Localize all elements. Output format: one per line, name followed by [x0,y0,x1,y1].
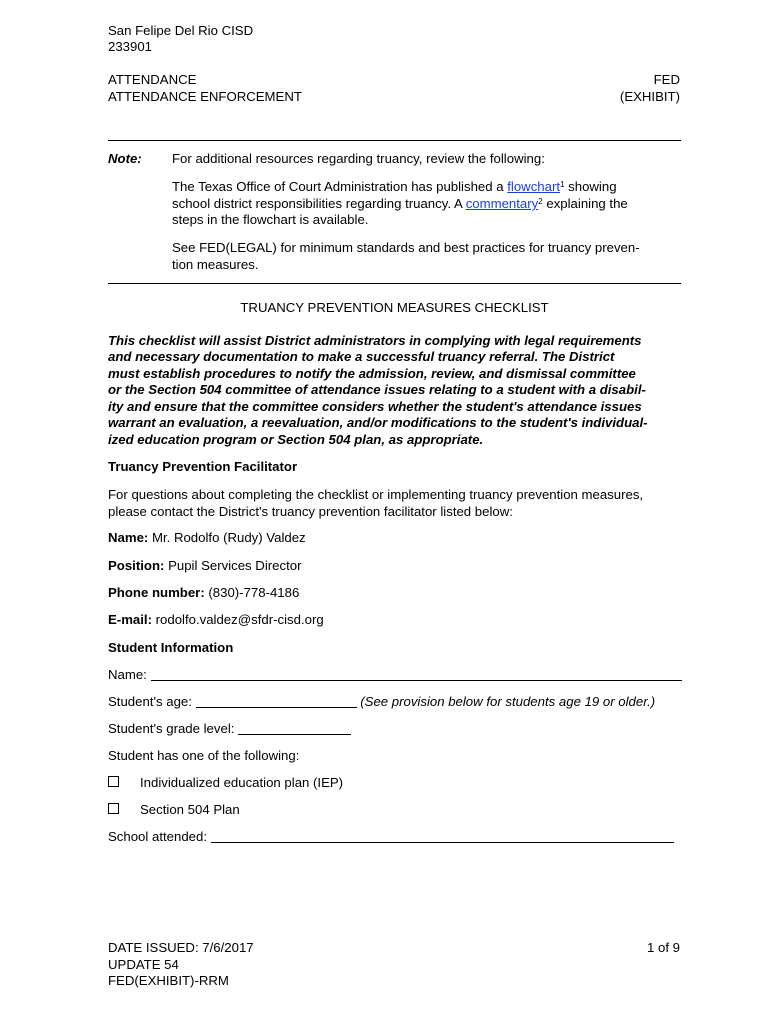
district-code: 233901 [108,39,153,54]
student-info-heading: Student Information [108,640,234,655]
note-paragraph-1-line-2: school district responsibilities regarding truancy. A commentary$^2$ explaining the [172,196,628,211]
commentary-link[interactable]: commentary [465,196,539,211]
date-issued: DATE ISSUED: 7/6/2017 [108,940,254,955]
age-provision-note: (See provision below for students age 19 or older.) [360,694,656,709]
option-iep-label: Individualized education plan (IEP) [140,775,344,790]
section-title: ATTENDANCE [108,72,197,87]
checklist-title: TRUANCY PREVENTION MEASURES CHECKLIST [240,300,549,315]
school-attended-field[interactable] [211,830,674,843]
footnote-1: 1 [560,180,565,189]
option-504-row [108,802,119,819]
note-divider [108,283,681,284]
subsection-title: ATTENDANCE ENFORCEMENT [108,89,302,104]
student-name-field[interactable] [151,668,682,681]
policy-code: FED [653,72,680,87]
student-name-row: Name: [108,667,682,684]
facilitator-desc-line-2: please contact the District's truancy prevention facilitator listed below: [108,504,513,519]
header-divider [108,140,681,141]
update-number: UPDATE 54 [108,957,179,972]
note-intro: For additional resources regarding truancy, review the following: [172,151,545,166]
iep-checkbox[interactable] [108,776,119,787]
facilitator-heading: Truancy Prevention Facilitator [108,459,298,474]
footnote-2: 2 [538,197,543,206]
student-age-field[interactable] [196,695,357,708]
option-iep-row [108,775,119,792]
option-504-label: Section 504 Plan [140,802,240,817]
document-id: FED(EXHIBIT)-RRM [108,973,229,988]
instructions-line: This checklist will assist District administrators in complying with legal requirements [108,333,642,348]
facilitator-position: Position: Pupil Services Director [108,558,302,573]
instructions-line: ity and ensure that the committee considers whether the student's attendance issues [108,399,642,414]
instructions-line: must establish procedures to notify the admission, review, and dismissal committee [108,366,636,381]
note-paragraph-2-line-2: tion measures. [172,257,259,272]
facilitator-name: Name: Mr. Rodolfo (Rudy) Valdez [108,530,306,545]
facilitator-desc-line-1: For questions about completing the checklist or implementing truancy prevention measures, [108,487,644,502]
student-grade-field[interactable] [238,722,351,735]
student-plan-label: Student has one of the following: [108,748,300,763]
student-age-row: Student's age: (See provision below for students age 19 or older.) [108,694,656,709]
district-name: San Felipe Del Rio CISD [108,23,254,38]
policy-type: (EXHIBIT) [619,89,680,104]
note-paragraph-1-line-1: The Texas Office of Court Administration has published a flowchart$^1$ showing [172,179,617,194]
note-label: Note: [108,151,142,166]
instructions-line: ized education program or Section 504 plan, as appropriate. [108,432,484,447]
facilitator-phone: Phone number: (830)-778-4186 [108,585,300,600]
school-attended-row: School attended: [108,829,674,846]
note-paragraph-2-line-1: See FED(LEGAL) for minimum standards and best practices for truancy preven- [172,240,640,255]
student-grade-row: Student's grade level: [108,721,351,738]
flowchart-link[interactable]: flowchart [507,179,561,194]
section-504-checkbox[interactable] [108,803,119,814]
note-paragraph-1-line-3: steps in the flowchart is available. [172,212,369,227]
facilitator-email: E-mail: rodolfo.valdez@sfdr-cisd.org [108,612,324,627]
instructions-line: and necessary documentation to make a successful truancy referral. The District [108,349,615,364]
instructions-line: or the Section 504 committee of attendance issues relating to a student with a disabil- [108,382,646,397]
instructions-line: warrant an evaluation, a reevaluation, and/or modifications to the student's individual- [108,415,648,430]
page-number: 1 of 9 [647,940,680,955]
